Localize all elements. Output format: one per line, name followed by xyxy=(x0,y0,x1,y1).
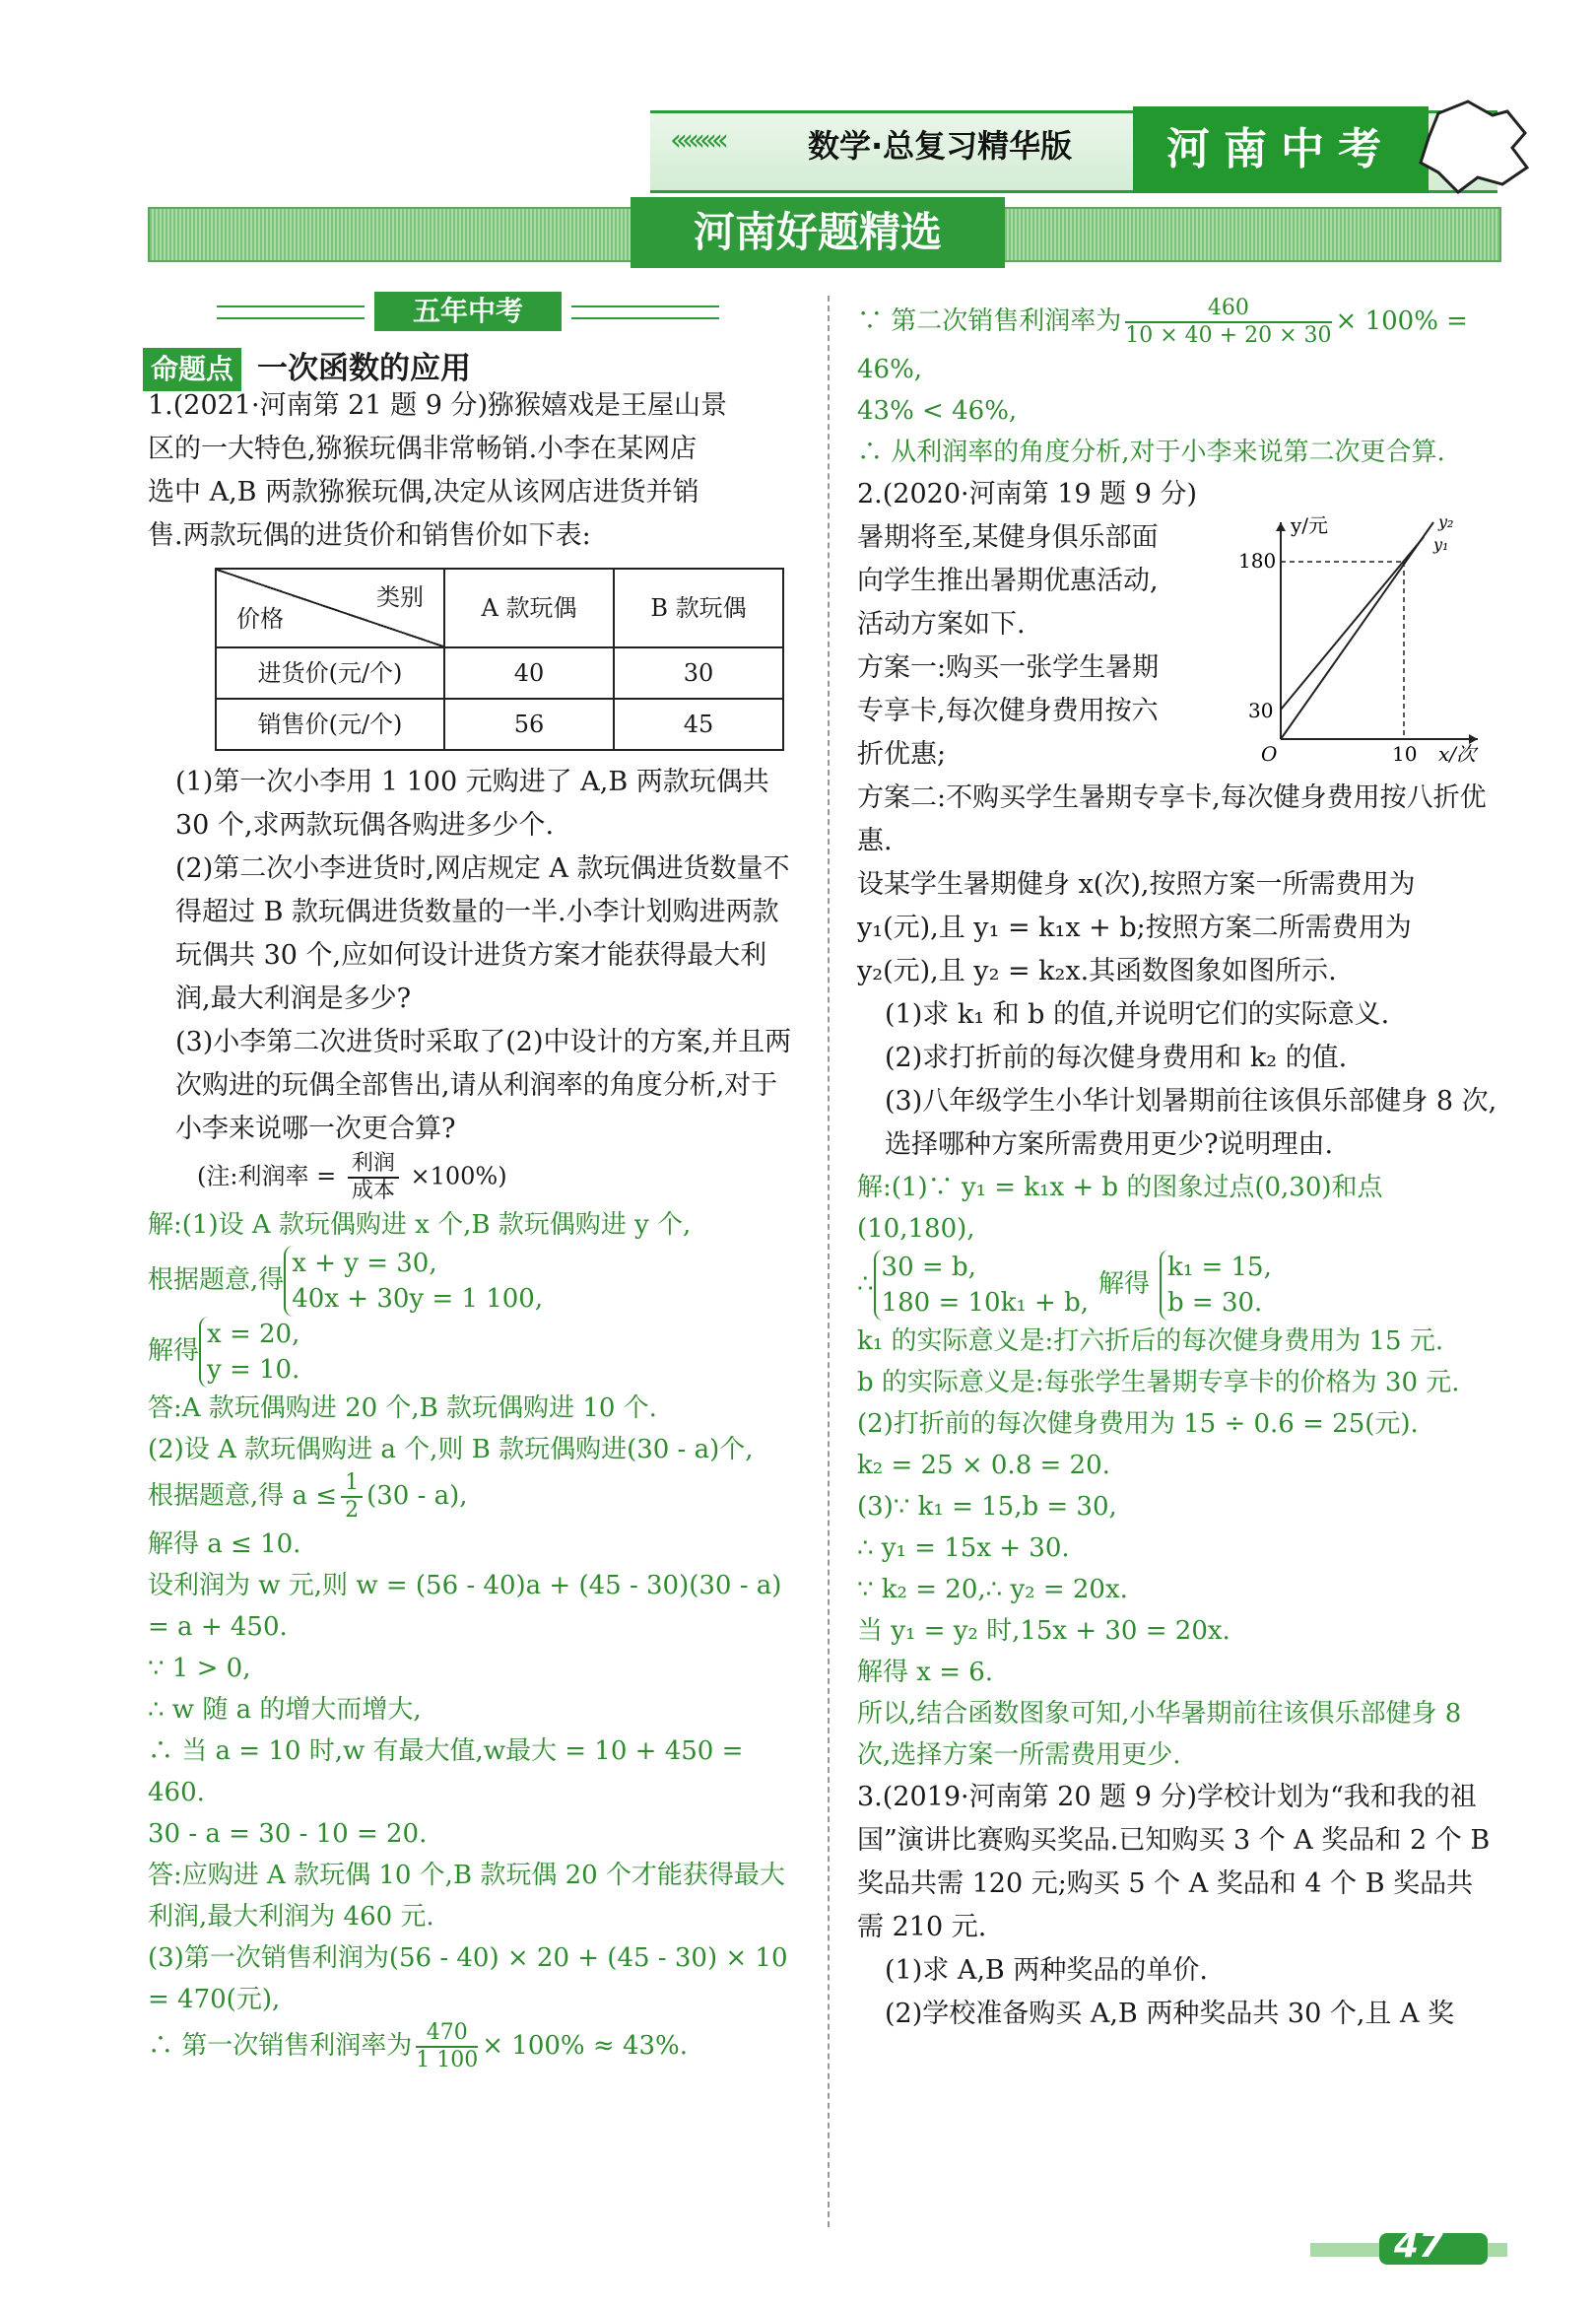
table-cell: 30 xyxy=(614,647,783,699)
diag-top: 类别 xyxy=(376,583,424,611)
sol-line xyxy=(148,2020,793,2073)
sol-mid: 解得 xyxy=(1097,1269,1150,1299)
sol-line: ∴ y₁ = 15x + 30. xyxy=(857,1533,1070,1563)
q2-line: 方案一:购买一张学生暑期 xyxy=(857,652,1160,683)
sub-line-right-2 xyxy=(571,317,719,319)
frac-num: 470 xyxy=(416,2020,478,2048)
function-graph xyxy=(1236,503,1493,769)
q3-sub: (2)学校准备购买 A,B 两种奖品共 30 个,且 A 奖 xyxy=(885,1999,1455,2029)
sol-line: 解:(1)设 A 款玩偶购进 x 个,B 款玩偶购进 y 个, xyxy=(148,1210,692,1240)
q2-line: 向学生推出暑期优惠活动, xyxy=(857,566,1159,596)
table-cell: 56 xyxy=(444,699,614,750)
eq-a: x + y = 30, xyxy=(292,1249,437,1278)
sol-pre: ∴ xyxy=(857,1269,874,1299)
sol-line: ∵ 1 > 0, xyxy=(148,1654,251,1683)
page-number: 47 xyxy=(1394,2225,1444,2266)
q1-line: 售.两款玩偶的进货价和销售价如下表: xyxy=(148,520,591,551)
frac-den: 成本 xyxy=(351,1179,395,1203)
note-fraction xyxy=(348,1151,399,1204)
sol-pre: ∴ 第一次销售利润率为 xyxy=(148,2031,413,2061)
half-fraction xyxy=(341,1470,363,1524)
sol-line: 当 y₁ = y₂ 时,15x + 30 = 20x. xyxy=(857,1616,1230,1646)
sub-line-left xyxy=(217,305,365,307)
sol-line: 解得 x = 6. xyxy=(857,1658,994,1687)
sol-line: 答:应购进 A 款玩偶 10 个,B 款玩偶 20 个才能获得最大利润,最大利润为 460 元. xyxy=(148,1861,785,1932)
q2-solution xyxy=(857,1167,1497,1776)
sol-line: 所以,结合函数图象可知,小华暑期前往该俱乐部健身 8 次,选择方案一所需费用更少. xyxy=(857,1699,1462,1770)
system-brace xyxy=(284,1246,543,1317)
col-header-a: A 款玩偶 xyxy=(444,569,614,647)
tick-30: 30 xyxy=(1248,699,1274,722)
frac-den: 1 100 xyxy=(416,2048,479,2072)
diag-bottom: 价格 xyxy=(236,605,284,633)
q2-line: 折优惠; xyxy=(857,739,947,770)
left-column xyxy=(148,384,793,2073)
sol-line: 设利润为 w 元,则 w = (56 - 40)a + (45 - 30)(30 - a) = a + 450. xyxy=(148,1571,782,1642)
y-label: y/元 xyxy=(1291,513,1329,537)
column-divider xyxy=(828,296,830,2227)
sol-line: 43% < 46%, xyxy=(857,396,1018,426)
sol-pre: 根据题意,得 a ≤ xyxy=(148,1481,338,1511)
table-cell: 40 xyxy=(444,647,614,699)
q2-intro xyxy=(857,473,1231,777)
sub-banner: 五年中考 xyxy=(374,292,562,331)
line-y1 xyxy=(1281,537,1424,710)
q2-line: 暑期将至,某健身俱乐部面 xyxy=(857,522,1159,553)
topic-title: 一次函数的应用 xyxy=(257,351,472,386)
sol-line: b 的实际意义是:每张学生暑期专享卡的价格为 30 元. xyxy=(857,1368,1460,1397)
sol-line: ∴ 当 a = 10 时,w 有最大值,w最大 = 10 + 450 = 460. xyxy=(148,1736,744,1807)
table-cell: 进货价(元/个) xyxy=(216,647,444,699)
sol-system xyxy=(148,1317,793,1388)
tick-10: 10 xyxy=(1392,742,1418,766)
header-title: 河南中考 xyxy=(1133,106,1429,193)
table-cell: 45 xyxy=(614,699,783,750)
frac-den: 10 × 40 + 20 × 30 xyxy=(1125,323,1332,348)
eq-b: 180 = 10k₁ + b, xyxy=(881,1288,1089,1318)
q2-line: 设某学生暑期健身 x(次),按照方案一所需费用为 y₁(元),且 y₁ = k₁x + b;按照方案二所需费用为 y₂(元),且 y₂ = k₂x.其函数图象如图所示. xyxy=(857,869,1416,986)
section-title: 河南好题精选 xyxy=(631,197,1005,268)
col-header-b: B 款玩偶 xyxy=(614,569,783,647)
table-row xyxy=(216,647,783,699)
table-diag-cell xyxy=(216,569,444,647)
frac-num: 利润 xyxy=(348,1151,399,1179)
q1-note xyxy=(148,1151,793,1204)
sol-line: 答:A 款玩偶购进 20 个,B 款玩偶购进 10 个. xyxy=(148,1393,657,1423)
q3-sub: (1)求 A,B 两种奖品的单价. xyxy=(885,1955,1208,1986)
sol-line: ∴ 从利润率的角度分析,对于小李来说第二次更合算. xyxy=(857,438,1445,467)
sol-pre: 解得 xyxy=(148,1336,200,1366)
eq-a: x = 20, xyxy=(207,1320,300,1349)
rate-fraction xyxy=(416,2020,478,2073)
table-row xyxy=(216,699,783,750)
q2-sub: (3)八年级学生小华计划暑期前往该俱乐部健身 8 次,选择哪种方案所需费用更少?说明理由. xyxy=(885,1086,1497,1160)
sol-line: (2)打折前的每次健身费用为 15 ÷ 0.6 = 25(元). xyxy=(857,1409,1419,1439)
q1-line: 选中 A,B 两款猕猴玩偶,决定从该网店进货并销 xyxy=(148,477,699,508)
q2-line: 方案二:不购买学生暑期专享卡,每次健身费用按八折优惠. xyxy=(857,782,1487,856)
q2-sub: (2)求打折前的每次健身费用和 k₂ 的值. xyxy=(885,1043,1348,1073)
q2-line: 专享卡,每次健身费用按六 xyxy=(857,696,1159,726)
q1-solution-cont xyxy=(857,296,1497,473)
eq-c: k₁ = 15, xyxy=(1167,1253,1272,1282)
rate2-fraction xyxy=(1125,296,1331,349)
sol-line: ∵ k₂ = 20,∴ y₂ = 20x. xyxy=(857,1575,1128,1604)
y1-label: y₁ xyxy=(1433,535,1449,554)
line-y2 xyxy=(1281,522,1433,739)
sol-pre: ∵ 第二次销售利润率为 xyxy=(857,306,1122,336)
topic-tag: 命题点 xyxy=(143,348,241,391)
header-subtitle: 数学·总复习精华版 xyxy=(808,127,1073,165)
frac-num: 460 xyxy=(1125,296,1331,323)
origin-label: O xyxy=(1261,742,1278,766)
system-brace xyxy=(874,1250,1089,1321)
q1-solution xyxy=(148,1204,793,2073)
sol-line: k₂ = 25 × 0.8 = 20. xyxy=(857,1451,1110,1480)
sub-line-right xyxy=(571,305,719,307)
eq-b: 40x + 30y = 1 100, xyxy=(292,1284,544,1314)
sol-line: (2)设 A 款玩偶购进 a 个,则 B 款玩偶购进(30 - a)个, xyxy=(148,1435,754,1464)
q1-sub: (2)第二次小李进货时,网店规定 A 款玩偶进货数量不得超过 B 款玩偶进货数量的一半.小李计划购进两款玩偶共 30 个,应如何设计进货方案才能获得最大利润,最大利润是多少? xyxy=(175,853,790,1014)
q1-sub: (1)第一次小李用 1 100 元购进了 A,B 两款玩偶共 30 个,求两款玩偶各购进多少个. xyxy=(175,767,769,841)
q2-line: 活动方案如下. xyxy=(857,609,1026,640)
sol-line: 解得 a ≤ 10. xyxy=(148,1529,301,1559)
eq-a: 30 = b, xyxy=(881,1253,976,1282)
sol-post: (30 - a), xyxy=(366,1481,468,1511)
y2-label: y₂ xyxy=(1438,512,1454,531)
price-table xyxy=(215,568,784,751)
sol-pre: 根据题意,得 xyxy=(148,1265,285,1295)
sol-line: 30 - a = 30 - 10 = 20. xyxy=(148,1819,428,1849)
sol-post: × 100% ≈ 43%. xyxy=(482,2031,688,2061)
note-post: ×100%) xyxy=(410,1162,507,1190)
sol-line: (3)∵ k₁ = 15,b = 30, xyxy=(857,1492,1117,1522)
eq-d: b = 30. xyxy=(1167,1288,1263,1318)
frac-den: 2 xyxy=(345,1498,360,1523)
q1-line: 区的一大特色,猕猴玩偶非常畅销.小李在某网店 xyxy=(148,434,698,464)
q2-line: 2.(2020·河南第 19 题 9 分) xyxy=(857,479,1197,509)
sol-line: 解:(1)∵ y₁ = k₁x + b 的图象过点(0,30)和点(10,180), xyxy=(857,1173,1383,1244)
table-cell: 销售价(元/个) xyxy=(216,699,444,750)
system-brace xyxy=(1160,1250,1272,1321)
sol-post: × 100% = 46%, xyxy=(857,306,1468,384)
q1-line: 1.(2021·河南第 21 题 9 分)猕猴嬉戏是王屋山景 xyxy=(148,390,727,421)
header-chevrons: ‹‹‹‹‹‹‹‹‹ xyxy=(670,123,723,158)
sol-system xyxy=(148,1246,793,1317)
sol-line: ∴ w 随 a 的增大而增大, xyxy=(148,1695,422,1725)
sol-line xyxy=(857,296,1497,390)
sol-system xyxy=(857,1250,1497,1321)
system-brace xyxy=(199,1317,299,1388)
q2-sub: (1)求 k₁ 和 b 的值,并说明它们的实际意义. xyxy=(885,999,1390,1030)
sol-line: k₁ 的实际意义是:打六折后的每次健身费用为 15 元. xyxy=(857,1326,1444,1356)
tick-180: 180 xyxy=(1238,549,1277,573)
y-axis-arrow xyxy=(1276,522,1286,531)
frac-num: 1 xyxy=(341,1470,363,1498)
x-label: x/次 xyxy=(1438,742,1477,766)
q3-line: 3.(2019·河南第 20 题 9 分)学校计划为“我和我的祖国”演讲比赛购买奖品.已知购买 3 个 A 奖品和 2 个 B 奖品共需 120 元;购买 5 个 A 奖品和 4 个 B 奖品共需 210 元. xyxy=(857,1782,1491,1942)
q1-sub: (3)小李第二次进货时采取了(2)中设计的方案,并且两次购进的玩偶全部售出,请从利润率的角度分析,对于小李来说哪一次更合算? xyxy=(175,1027,792,1144)
note-pre: (注:利润率 = xyxy=(197,1162,337,1190)
sol-line: (3)第一次销售利润为(56 - 40) × 20 + (45 - 30) × 10 = 470(元), xyxy=(148,1943,788,2014)
henan-map-icon xyxy=(1409,94,1537,202)
sol-line xyxy=(148,1470,793,1524)
eq-b: y = 10. xyxy=(207,1355,300,1385)
sub-line-left-2 xyxy=(217,317,365,319)
